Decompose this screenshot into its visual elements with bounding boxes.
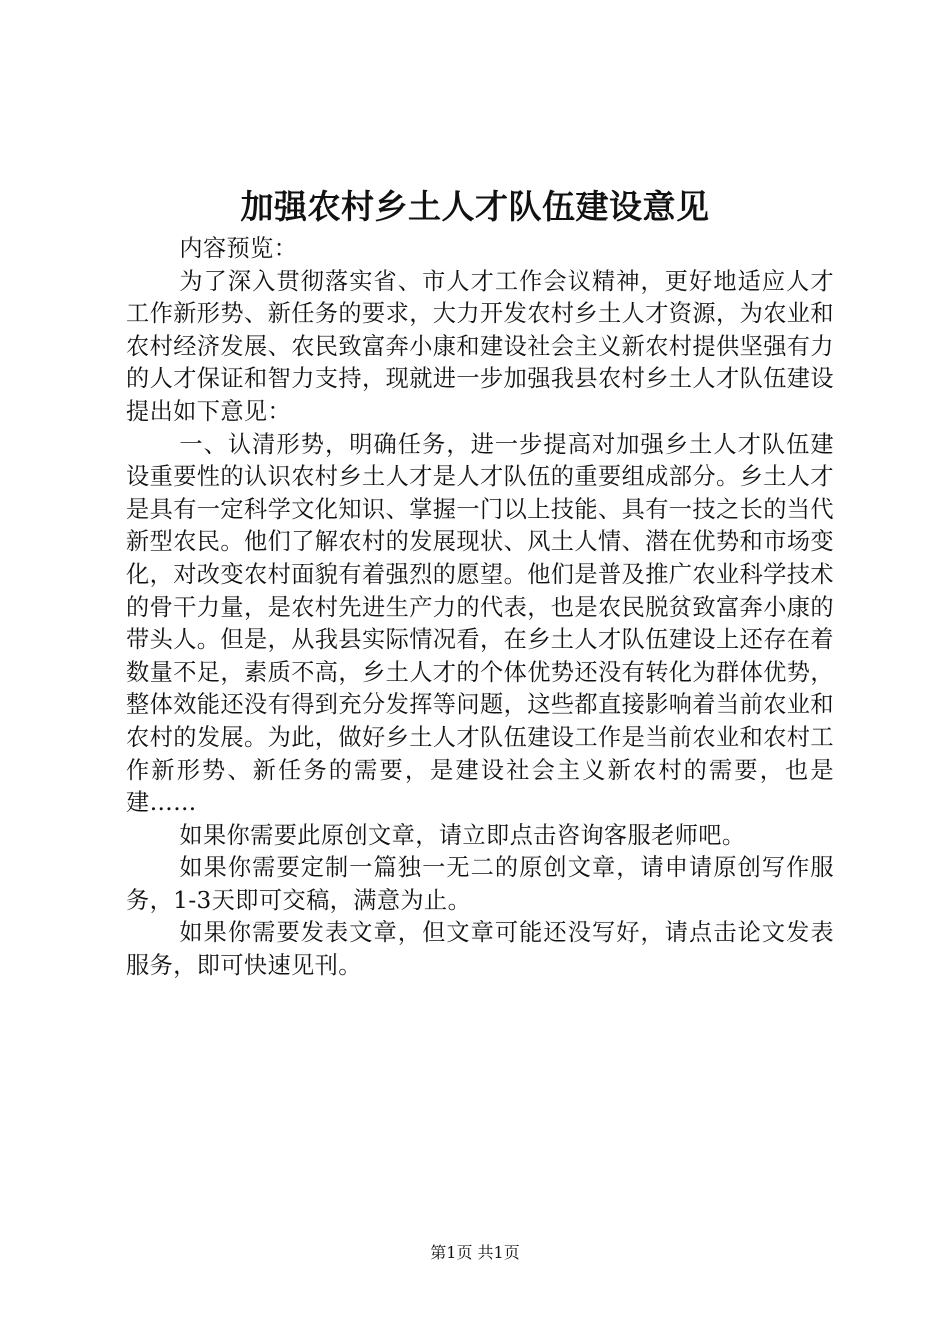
document-title: 加强农村乡土人才队伍建设意见	[240, 187, 710, 226]
page-number-footer: 第1页 共1页	[430, 1243, 520, 1262]
preview-label: 内容预览：	[179, 235, 298, 262]
section-one-paragraph: 一、认清形势，明确任务，进一步提高对加强乡土人才队伍建设重要性的认识农村乡土人才是人才队伍的重要组成部分。乡土人才是具有一定科学文化知识、掌握一门以上技能、具有一技之长的当代新型农民。他们了解农村的发展现状、风土人情、潜在优势和市场变化，对改变农村面貌有着强烈的愿望。他们是普及推广农业科学技术的骨干力量，是农村先进生产力的代表，也是农民脱贫致富奔小康的带头人。但是，从我县实际情况看，在乡土人才队伍建设上还存在着数量不足，素质不高，乡土人才的个体优势还没有转化为群体优势，整体效能还没有得到充分发挥等问题，这些都直接影响着当前农业和农村的发展。为此，做好乡土人才队伍建设工作是当前农业和农村工作新形势、新任务的需要，是建设社会主义新农村的需要，也是建……	[126, 430, 834, 817]
document-body	[126, 233, 834, 983]
consult-service-paragraph: 如果你需要此原创文章，请立即点击咨询客服老师吧。	[179, 821, 746, 849]
custom-writing-paragraph: 如果你需要定制一篇独一无二的原创文章，请申请原创写作服务，1-3天即可交稿，满意为止。	[126, 854, 834, 914]
intro-paragraph: 为了深入贯彻落实省、市人才工作会议精神，更好地适应人才工作新形势、新任务的要求，大力开发农村乡土人才资源，为农业和农村经济发展、农民致富奔小康和建设社会主义新农村提供坚强有力的人才保证和智力支持，现就进一步加强我县农村乡土人才队伍建设提出如下意见：	[126, 267, 834, 425]
publish-service-paragraph: 如果你需要发表文章，但文章可能还没写好，请点击论文发表服务，即可快速见刊。	[126, 919, 834, 980]
